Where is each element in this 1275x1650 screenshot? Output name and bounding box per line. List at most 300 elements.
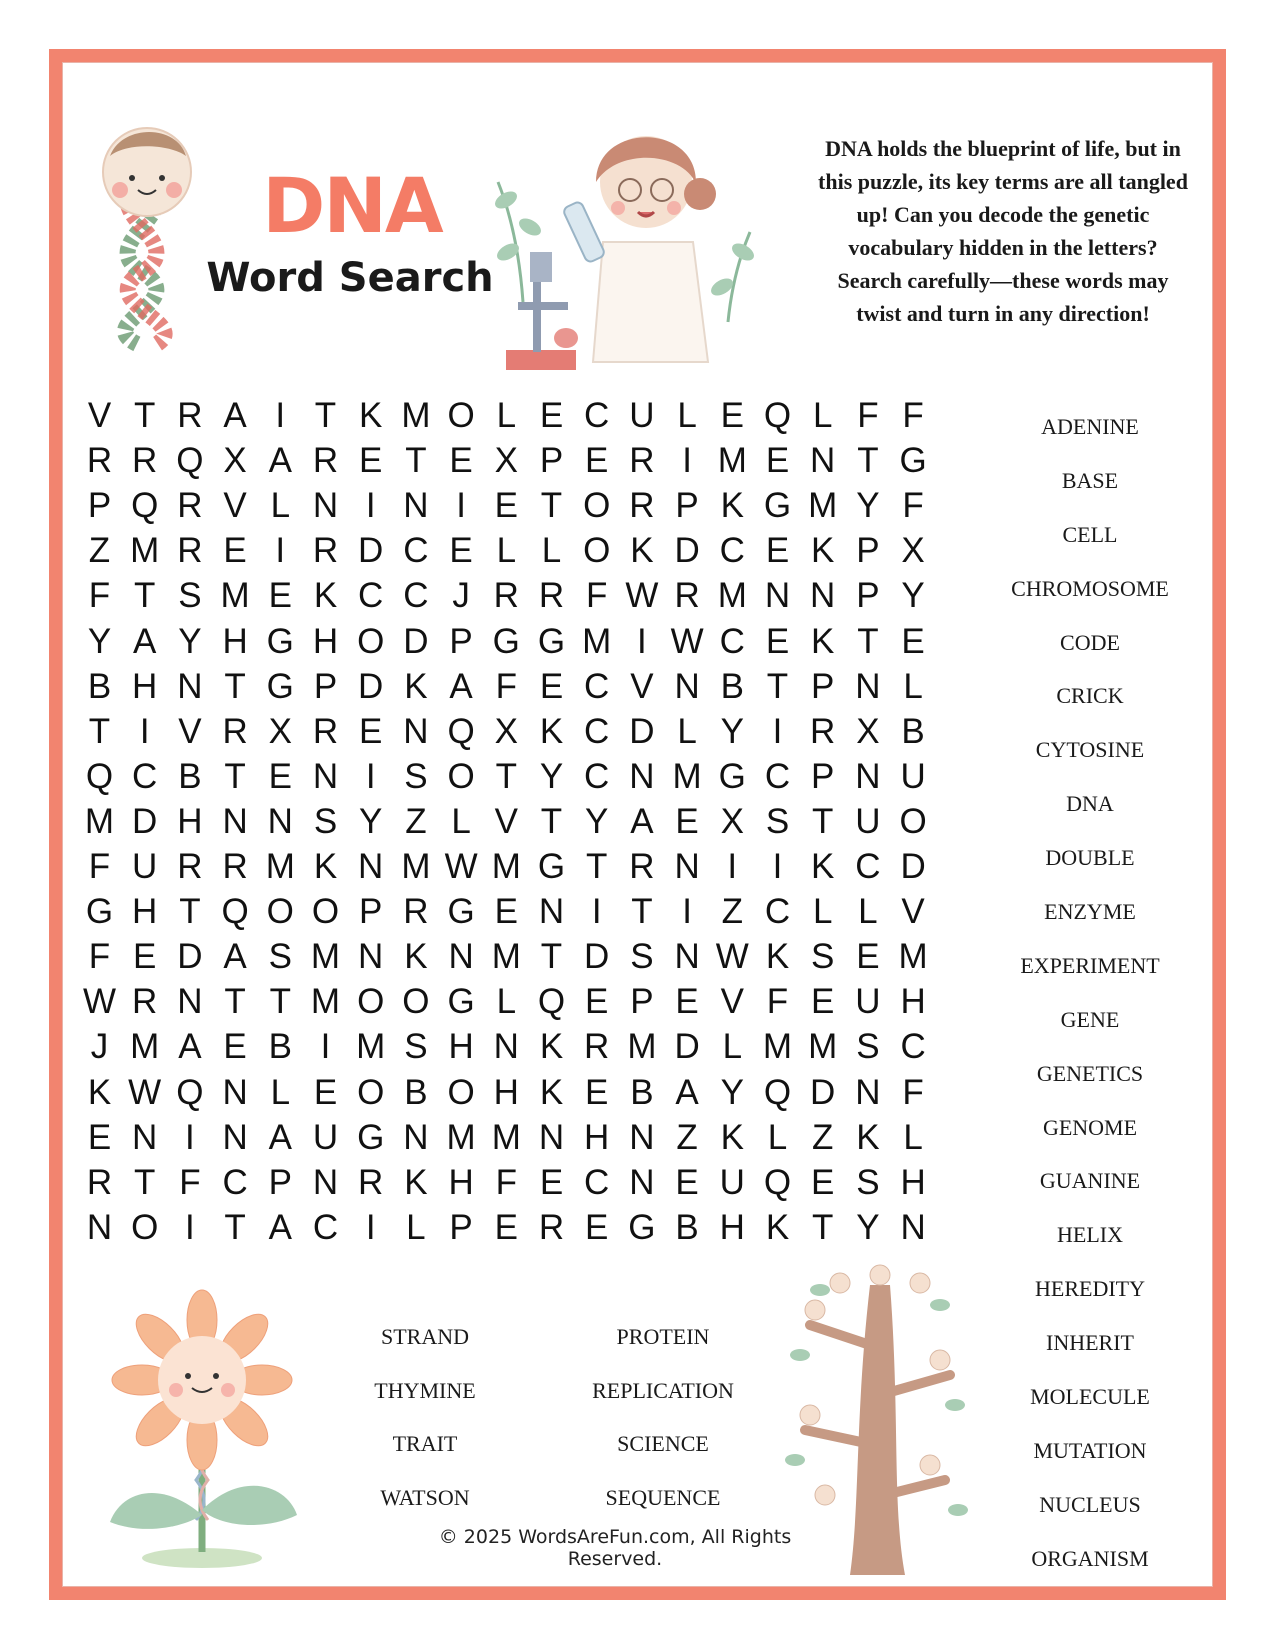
grid-letter: K [313,576,338,616]
grid-letter: E [539,1162,564,1202]
grid-letter: M [491,937,521,977]
grid-letter: W [128,1072,162,1112]
grid-letter: M [808,486,838,526]
word-item: DNA [1066,791,1114,817]
grid-letter: V [178,711,202,751]
grid-letter: D [358,666,384,706]
grid-letter: R [222,847,248,886]
grid-letter: O [357,1072,385,1112]
grid-letter: E [268,756,292,796]
grid-letter: A [268,1207,292,1247]
grid-letter: G [537,621,566,661]
grid-letter: F [902,396,924,435]
grid-letter: O [266,892,294,932]
grid-letter: H [493,1072,519,1112]
grid-letter: H [132,892,158,932]
grid-letter: T [179,892,201,932]
word-item: EXPERIMENT [1020,952,1160,978]
grid-letter: P [449,621,473,661]
grid-letter: N [403,711,429,751]
grid-letter: L [767,1117,788,1157]
word-item: NUCLEUS [1039,1491,1141,1517]
grid-letter: T [540,801,563,841]
grid-letter: N [403,1117,429,1157]
grid-letter: N [629,756,655,796]
grid-letter: M [582,621,612,661]
grid-letter: G [447,892,475,932]
grid-letter: G [266,621,294,661]
grid-letter: I [365,486,376,526]
grid-letter: E [811,1162,835,1202]
page-subtitle: Word Search [206,255,494,301]
grid-letter: W [444,847,478,886]
grid-letter: T [224,756,246,796]
grid-letter: B [901,711,925,751]
grid-letter: N [222,801,248,841]
grid-letter: K [87,1072,112,1112]
grid-letter: C [764,892,791,932]
grid-letter: E [539,396,564,435]
grid-letter: E [901,621,925,661]
grid-letter: D [674,1027,700,1067]
word-item: MUTATION [1033,1437,1147,1463]
grid-letter: R [493,576,519,616]
grid-letter: E [494,1207,518,1247]
word-item: ADENINE [1041,414,1139,439]
grid-letter: I [456,486,466,526]
grid-letter: M [672,756,702,796]
grid-letter: W [82,982,117,1022]
grid-letter: L [722,1027,743,1067]
grid-letter: U [900,756,926,796]
grid-letter: R [674,576,700,616]
grid-letter: A [268,1117,292,1157]
grid-letter: M [762,1027,793,1067]
word-list-bottom-middle [553,1325,773,1540]
word-item: GENOME [1042,1114,1138,1140]
grid-letter: C [855,847,881,886]
grid-letter: W [715,937,749,977]
word-item: SCIENCE [617,1431,709,1457]
grid-letter: C [403,576,429,616]
grid-letter: E [675,1162,699,1202]
grid-letter: L [496,396,517,435]
grid-letter: M [491,847,521,886]
grid-letter: T [224,982,246,1022]
intro-text: DNA holds the blueprint of life, but in this puzzle, its key terms are all tangled up! Can you decode the genetic vocabulary hidden in the letters? Search carefully—these words may twist and turn in any direction! [818,136,1188,326]
grid-letter: X [494,711,518,751]
grid-letter: P [87,486,112,526]
grid-letter: N [674,937,700,977]
grid-letter: T [631,892,653,932]
grid-letter: G [718,756,746,796]
grid-letter: K [811,621,835,661]
grid-letter: O [357,982,385,1022]
grid-letter: C [132,756,158,796]
grid-letter: L [541,531,562,571]
word-item: MOLECULE [1030,1384,1150,1410]
grid-letter: Z [405,801,427,841]
grid-letter: S [765,801,790,841]
grid-letter: C [584,666,610,706]
copyright-footer: © 2025 WordsAreFun.com, All Rights Reserved. [438,1526,792,1570]
word-item: HELIX [1057,1222,1123,1248]
grid-letter: I [185,1207,195,1247]
grid-letter: T [811,1207,834,1247]
grid-letter: M [717,576,747,616]
grid-letter: I [637,621,647,661]
grid-letter: T [133,576,156,616]
grid-letter: T [133,1162,156,1202]
grid-letter: O [899,801,927,841]
grid-letter: F [495,666,517,706]
grid-letter: N [358,847,384,886]
grid-letter: O [447,396,475,435]
grid-letter: X [856,711,880,751]
word-list-right [990,415,1190,1601]
grid-letter: T [857,441,879,481]
grid-letter: M [446,1117,476,1157]
grid-letter: Z [811,1117,834,1157]
grid-letter: K [765,937,790,977]
grid-letter: C [900,1027,926,1067]
grid-letter: O [357,621,385,661]
grid-letter: G [357,1117,385,1157]
grid-letter: G [763,486,792,526]
grid-letter: O [583,531,611,571]
grid-letter: G [447,982,475,1022]
grid-letter: V [87,396,112,435]
grid-letter: S [178,576,202,616]
grid-letter: T [224,1207,246,1247]
grid-letter: V [720,982,744,1022]
grid-letter: T [857,621,879,661]
grid-letter: X [494,441,518,481]
grid-letter: N [312,756,339,796]
grid-letter: F [88,937,111,977]
scientist-illustration [478,112,778,374]
grid-letter: K [811,531,835,571]
word-item: BASE [1061,467,1119,493]
grid-letter: A [675,1072,699,1112]
grid-letter: K [404,666,428,706]
grid-letter: R [538,576,565,616]
grid-letter: C [358,576,384,616]
grid-letter: P [313,666,338,706]
grid-letter: P [539,441,564,481]
grid-letter: E [675,982,699,1022]
grid-letter: A [223,396,247,435]
grid-letter: D [177,937,203,977]
grid-letter: M [310,937,341,977]
grid-letter: S [268,937,292,977]
grid-letter: Y [720,1072,744,1112]
grid-letter: U [719,1162,745,1202]
grid-letter: N [312,1162,339,1202]
grid-letter: D [629,711,655,751]
grid-letter: Z [721,892,743,932]
grid-letter: W [625,576,659,616]
grid-letter: K [539,711,564,751]
grid-letter: R [132,982,158,1022]
grid-letter: T [766,666,789,706]
grid-letter: V [494,801,518,841]
word-item: ENZYME [1044,899,1136,925]
grid-letter: Z [676,1117,698,1157]
grid-letter: Y [178,621,202,661]
grid-letter: X [720,801,744,841]
grid-letter: Q [85,756,114,796]
grid-letter: D [358,531,384,571]
grid-letter: E [585,1207,609,1247]
grid-letter: E [494,892,518,932]
grid-letter: E [856,937,880,977]
word-item: GENE [1060,1006,1120,1032]
grid-letter: S [404,756,428,796]
grid-letter: N [538,1117,565,1157]
grid-letter: S [630,937,654,977]
grid-letter: K [404,937,428,977]
grid-letter: C [719,531,745,571]
grid-letter: T [133,396,156,435]
grid-letter: T [540,937,563,977]
grid-letter: R [629,486,655,526]
grid-letter: Y [359,801,383,841]
grid-letter: I [185,1117,195,1157]
grid-letter: N [222,1072,248,1112]
word-item: GENETICS [1036,1060,1144,1086]
grid-letter: N [810,576,836,616]
grid-letter: M [717,441,747,481]
grid-letter: V [901,892,925,932]
grid-letter: A [449,666,473,706]
grid-letter: M [627,1027,657,1067]
grid-letter: R [177,396,203,435]
grid-letter: L [451,801,471,841]
grid-letter: E [313,1072,338,1112]
grid-letter: I [727,847,738,886]
grid-letter: N [493,1027,519,1067]
grid-letter: T [495,756,517,796]
grid-letter: L [270,1072,291,1112]
grid-letter: I [139,711,150,751]
grid-letter: G [537,847,566,886]
grid-letter: L [496,982,517,1022]
grid-letter: A [223,937,247,977]
grid-letter: Y [539,756,564,796]
grid-letter: H [900,982,926,1022]
grid-letter: Q [176,441,204,481]
grid-letter: M [401,396,431,435]
word-list-bottom-left [315,1325,535,1540]
grid-letter: M [84,801,115,841]
grid-letter: C [584,711,610,751]
word-item: GUANINE [1039,1168,1141,1194]
word-item: CELL [1062,521,1118,547]
grid-letter: E [585,982,609,1022]
grid-letter: L [677,711,697,751]
grid-letter: M [310,982,341,1022]
grid-letter: C [764,756,791,796]
grid-letter: E [585,441,609,481]
grid-letter: E [494,486,518,526]
grid-letter: T [540,486,563,526]
grid-letter: C [584,1162,610,1202]
grid-letter: E [449,441,473,481]
word-item: CYTOSINE [1035,737,1145,763]
grid-letter: L [903,1117,923,1157]
grid-letter: N [855,666,881,706]
grid-letter: C [312,1207,339,1247]
grid-letter: O [583,486,611,526]
grid-letter: M [401,847,431,886]
grid-letter: J [452,576,470,616]
grid-letter: K [720,486,744,526]
grid-letter: N [629,1117,655,1157]
grid-letter: L [496,531,517,571]
grid-letter: Z [88,531,111,571]
grid-letter: F [902,486,924,526]
grid-letter: P [449,1207,473,1247]
grid-letter: A [268,441,292,481]
grid-letter: P [359,892,383,932]
grid-letter: H [719,1207,745,1247]
grid-letter: E [765,441,790,481]
grid-letter: T [585,847,608,886]
grid-letter: R [312,711,339,751]
grid-letter: I [365,1207,376,1247]
grid-letter: R [810,711,836,751]
grid-letter: N [855,756,881,796]
word-item: HEREDITY [1035,1276,1145,1302]
grid-letter: I [772,711,783,751]
grid-letter: E [268,576,292,616]
grid-letter: G [628,1207,656,1247]
grid-letter: E [87,1117,112,1157]
grid-letter: N [403,486,429,526]
grid-letter: A [178,1027,202,1067]
grid-letter: E [539,666,564,706]
grid-letter: D [132,801,158,841]
grid-letter: P [811,666,835,706]
grid-letter: I [682,441,692,481]
grid-letter: F [179,1162,201,1202]
grid-letter: O [131,1207,159,1247]
grid-letter: H [177,801,203,841]
grid-letter: H [132,666,158,706]
word-item: ORGANISM [1031,1545,1149,1571]
grid-letter: K [404,1162,428,1202]
grid-letter: P [856,531,880,571]
grid-letter: E [765,621,790,661]
grid-letter: Y [87,621,112,661]
grid-letter: L [858,892,878,932]
grid-letter: T [224,666,246,706]
grid-letter: L [677,396,697,435]
grid-letter: L [812,396,833,435]
grid-letter: P [630,982,654,1022]
grid-letter: R [538,1207,565,1247]
grid-letter: Y [856,486,880,526]
word-item: CODE [1060,629,1120,655]
grid-letter: E [223,531,247,571]
grid-letter: C [584,396,610,435]
grid-letter: A [133,621,157,661]
page-title: DNA [262,161,442,250]
grid-letter: H [222,621,248,661]
grid-letter: E [359,711,383,751]
grid-letter: X [901,531,925,571]
grid-letter: U [855,982,881,1022]
grid-letter: G [492,621,520,661]
grid-letter: L [903,666,923,706]
grid-letter: Y [901,576,925,616]
grid-letter: D [584,937,610,977]
grid-letter: L [270,486,291,526]
grid-letter: G [85,892,114,932]
grid-letter: R [629,847,655,886]
grid-letter: H [312,621,339,661]
grid-letter: E [765,531,790,571]
grid-letter: N [674,847,700,886]
grid-letter: N [764,576,791,616]
grid-letter: N [312,486,339,526]
grid-letter: Y [856,1207,880,1247]
grid-letter: K [630,531,654,571]
grid-letter: R [629,441,655,481]
grid-letter: I [275,396,286,435]
grid-letter: X [268,711,292,751]
grid-letter: F [585,576,608,616]
word-item: INHERIT [1046,1330,1134,1356]
grid-letter: Q [176,1072,204,1112]
grid-letter: E [811,982,835,1022]
word-item: DOUBLE [1045,845,1135,871]
grid-letter: M [808,1027,838,1067]
grid-letter: V [630,666,654,706]
grid-letter: P [268,1162,292,1202]
grid-letter: S [313,801,338,841]
grid-letter: M [130,531,160,571]
grid-letter: I [772,847,783,886]
grid-letter: Q [537,982,566,1022]
grid-letter: N [177,982,203,1022]
grid-letter: N [267,801,293,841]
grid-letter: U [855,801,881,841]
word-item: CHROMOSOME [1011,575,1169,601]
grid-letter: B [268,1027,292,1067]
grid-letter: Y [585,801,609,841]
grid-letter: T [314,396,337,435]
grid-letter: P [675,486,699,526]
dna-mascot-illustration [82,122,202,347]
grid-letter: N [810,441,836,481]
grid-letter: R [177,486,203,526]
grid-letter: K [359,396,383,435]
word-item: PROTEIN [616,1324,710,1349]
grid-letter: C [222,1162,248,1202]
grid-letter: R [86,1162,113,1202]
grid-letter: R [312,441,339,481]
word-item: WATSON [380,1485,470,1511]
grid-letter: E [720,396,744,435]
sunflower-illustration [92,1290,312,1570]
grid-letter: N [448,937,474,977]
grid-letter: F [902,1072,924,1112]
grid-letter: M [220,576,250,616]
grid-letter: I [365,756,376,796]
grid-letter: D [810,1072,836,1112]
